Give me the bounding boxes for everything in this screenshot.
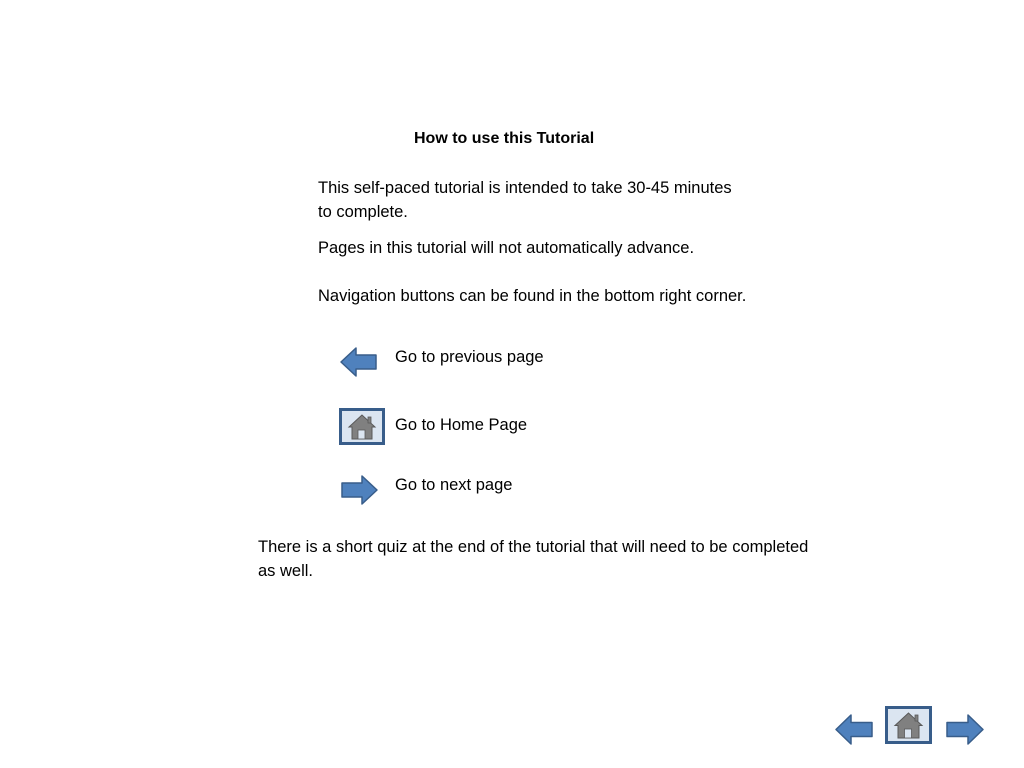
arrow-right-icon (945, 713, 985, 746)
legend-home-icon (339, 408, 385, 445)
legend-home-label: Go to Home Page (395, 416, 528, 434)
navigation-info-paragraph: Navigation buttons can be found in the bottom right corner. (318, 287, 747, 305)
previous-page-button[interactable] (834, 713, 874, 746)
quiz-paragraph: There is a short quiz at the end of the tutorial that will need to be completed as well. (258, 538, 809, 580)
legend-previous-label: Go to previous page (395, 348, 544, 366)
home-page-button[interactable] (885, 706, 932, 744)
home-icon (885, 706, 932, 744)
legend-next-label: Go to next page (395, 476, 513, 494)
arrow-left-icon (834, 713, 874, 746)
legend-arrow-left-icon (339, 346, 379, 378)
legend-arrow-right-icon (339, 474, 379, 506)
duration-paragraph: This self-paced tutorial is intended to take 30-45 minutes to complete. (318, 179, 732, 221)
page-title: How to use this Tutorial (414, 130, 595, 147)
next-page-button[interactable] (945, 713, 985, 746)
auto-advance-paragraph: Pages in this tutorial will not automatically advance. (318, 239, 695, 257)
